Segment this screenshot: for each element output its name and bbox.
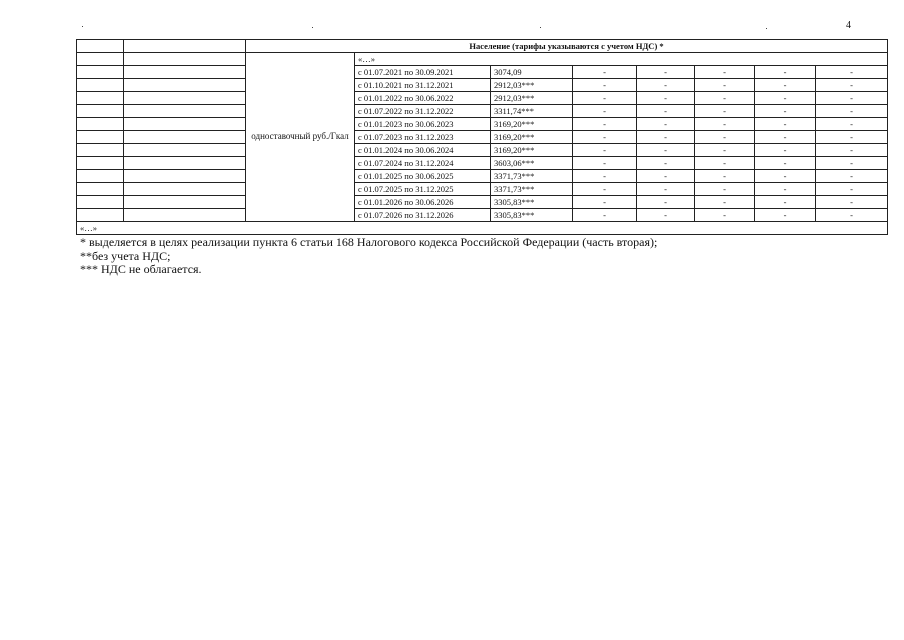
blank-cell xyxy=(124,131,246,144)
period-cell: с 01.10.2021 по 31.12.2021 xyxy=(355,79,491,92)
tariff-value: 3371,73*** xyxy=(491,170,573,183)
footnote-vat-exempt: *** НДС не облагается. xyxy=(80,262,202,276)
empty-value-dash: - xyxy=(695,209,755,222)
tariff-value: 3074,09 xyxy=(491,66,573,79)
empty-value-dash: - xyxy=(816,131,888,144)
empty-value-dash: - xyxy=(695,196,755,209)
period-cell: с 01.07.2025 по 31.12.2025 xyxy=(355,183,491,196)
tariff-row xyxy=(77,196,888,209)
blank-cell xyxy=(124,144,246,157)
period-cell: с 01.01.2024 по 30.06.2024 xyxy=(355,144,491,157)
blank-cell xyxy=(77,157,124,170)
empty-value-dash: - xyxy=(755,196,816,209)
blank-cell xyxy=(124,92,246,105)
tariff-row xyxy=(77,118,888,131)
empty-value-dash: - xyxy=(695,183,755,196)
empty-value-dash: - xyxy=(816,144,888,157)
scan-speck xyxy=(540,27,541,28)
blank-cell xyxy=(77,170,124,183)
ellipsis-row xyxy=(77,53,888,66)
empty-value-dash: - xyxy=(816,118,888,131)
blank-cell xyxy=(77,118,124,131)
empty-value-dash: - xyxy=(695,66,755,79)
blank-cell xyxy=(77,131,124,144)
tariff-row xyxy=(77,209,888,222)
tariff-table xyxy=(76,39,888,235)
empty-value-dash: - xyxy=(816,196,888,209)
blank-cell xyxy=(124,105,246,118)
tariff-value: 3305,83*** xyxy=(491,209,573,222)
blank-cell xyxy=(124,66,246,79)
footnotes xyxy=(80,236,657,277)
blank-cell xyxy=(77,66,124,79)
blank-cell xyxy=(77,105,124,118)
empty-value-dash: - xyxy=(573,118,637,131)
empty-value-dash: - xyxy=(573,170,637,183)
blank-cell xyxy=(124,209,246,222)
empty-value-dash: - xyxy=(573,66,637,79)
table-header-row xyxy=(77,40,888,53)
empty-value-dash: - xyxy=(573,79,637,92)
empty-value-dash: - xyxy=(755,131,816,144)
tariff-row xyxy=(77,170,888,183)
blank-cell xyxy=(124,183,246,196)
empty-value-dash: - xyxy=(637,209,695,222)
empty-value-dash: - xyxy=(755,118,816,131)
blank-cell xyxy=(124,53,246,66)
tariff-value: 3603,06*** xyxy=(491,157,573,170)
tariff-value: 3169,20*** xyxy=(491,131,573,144)
empty-value-dash: - xyxy=(637,131,695,144)
empty-value-dash: - xyxy=(573,209,637,222)
empty-value-dash: - xyxy=(816,92,888,105)
blank-cell xyxy=(77,92,124,105)
tariff-value: 2912,03*** xyxy=(491,79,573,92)
rate-type-label: одноставочный руб./Гкал xyxy=(246,53,355,222)
empty-value-dash: - xyxy=(573,105,637,118)
tariff-value: 2912,03*** xyxy=(491,92,573,105)
empty-value-dash: - xyxy=(637,66,695,79)
footnote-vat-included: * выделяется в целях реализации пункта 6 статьи 168 Налогового кодекса Российской Федерации (часть вторая); xyxy=(80,235,658,249)
empty-value-dash: - xyxy=(637,196,695,209)
empty-value-dash: - xyxy=(755,66,816,79)
tariff-value: 3169,20*** xyxy=(491,144,573,157)
period-cell: с 01.07.2022 по 31.12.2022 xyxy=(355,105,491,118)
empty-value-dash: - xyxy=(637,170,695,183)
empty-value-dash: - xyxy=(755,157,816,170)
blank-cell xyxy=(124,196,246,209)
period-cell: с 01.07.2021 по 30.09.2021 xyxy=(355,66,491,79)
tariff-row xyxy=(77,131,888,144)
empty-value-dash: - xyxy=(637,92,695,105)
empty-value-dash: - xyxy=(695,105,755,118)
blank-cell xyxy=(124,157,246,170)
bottom-ellipsis-row xyxy=(77,222,888,235)
tariff-value: 3311,74*** xyxy=(491,105,573,118)
blank-cell xyxy=(77,144,124,157)
empty-value-dash: - xyxy=(637,183,695,196)
empty-value-dash: - xyxy=(637,157,695,170)
empty-value-dash: - xyxy=(816,170,888,183)
scan-speck xyxy=(766,28,767,29)
tariff-row xyxy=(77,92,888,105)
empty-value-dash: - xyxy=(573,144,637,157)
empty-value-dash: - xyxy=(755,144,816,157)
empty-value-dash: - xyxy=(695,157,755,170)
tariff-row xyxy=(77,79,888,92)
empty-value-dash: - xyxy=(816,105,888,118)
blank-cell xyxy=(77,53,124,66)
empty-value-dash: - xyxy=(816,157,888,170)
blank-cell xyxy=(124,40,246,53)
tariff-row xyxy=(77,157,888,170)
empty-value-dash: - xyxy=(695,131,755,144)
period-cell: с 01.01.2025 по 30.06.2025 xyxy=(355,170,491,183)
empty-value-dash: - xyxy=(573,92,637,105)
period-cell: с 01.01.2022 по 30.06.2022 xyxy=(355,92,491,105)
empty-value-dash: - xyxy=(755,105,816,118)
period-cell: с 01.07.2024 по 31.12.2024 xyxy=(355,157,491,170)
empty-value-dash: - xyxy=(816,79,888,92)
period-cell: с 01.07.2026 по 31.12.2026 xyxy=(355,209,491,222)
blank-cell xyxy=(77,196,124,209)
empty-value-dash: - xyxy=(637,118,695,131)
scan-speck xyxy=(312,27,313,28)
blank-cell xyxy=(77,183,124,196)
empty-value-dash: - xyxy=(755,183,816,196)
blank-cell xyxy=(77,79,124,92)
empty-value-dash: - xyxy=(816,66,888,79)
empty-value-dash: - xyxy=(755,170,816,183)
blank-cell xyxy=(124,118,246,131)
empty-value-dash: - xyxy=(573,196,637,209)
empty-value-dash: - xyxy=(755,79,816,92)
tariff-value: 3169,20*** xyxy=(491,118,573,131)
table-header: Население (тарифы указываются с учетом НДС) * xyxy=(246,40,888,53)
tariff-row xyxy=(77,144,888,157)
empty-value-dash: - xyxy=(637,144,695,157)
tariff-row xyxy=(77,105,888,118)
page-number: 4 xyxy=(846,20,851,31)
tariff-value: 3371,73*** xyxy=(491,183,573,196)
empty-value-dash: - xyxy=(695,118,755,131)
empty-value-dash: - xyxy=(573,131,637,144)
empty-value-dash: - xyxy=(755,209,816,222)
blank-cell xyxy=(77,209,124,222)
period-cell: с 01.01.2023 по 30.06.2023 xyxy=(355,118,491,131)
empty-value-dash: - xyxy=(637,105,695,118)
top-ellipsis: «…» xyxy=(355,53,888,66)
empty-value-dash: - xyxy=(695,170,755,183)
empty-value-dash: - xyxy=(573,157,637,170)
scan-speck xyxy=(82,26,83,27)
footnote-without-vat: **без учета НДС; xyxy=(80,248,171,263)
empty-value-dash: - xyxy=(637,79,695,92)
tariff-row xyxy=(77,66,888,79)
period-cell: с 01.01.2026 по 30.06.2026 xyxy=(355,196,491,209)
blank-cell xyxy=(124,79,246,92)
bottom-ellipsis: «…» xyxy=(77,222,888,235)
tariff-value: 3305,83*** xyxy=(491,196,573,209)
empty-value-dash: - xyxy=(755,92,816,105)
blank-cell xyxy=(77,40,124,53)
empty-value-dash: - xyxy=(573,183,637,196)
period-cell: с 01.07.2023 по 31.12.2023 xyxy=(355,131,491,144)
empty-value-dash: - xyxy=(695,79,755,92)
empty-value-dash: - xyxy=(816,209,888,222)
empty-value-dash: - xyxy=(695,144,755,157)
empty-value-dash: - xyxy=(816,183,888,196)
blank-cell xyxy=(124,170,246,183)
empty-value-dash: - xyxy=(695,92,755,105)
tariff-row xyxy=(77,183,888,196)
